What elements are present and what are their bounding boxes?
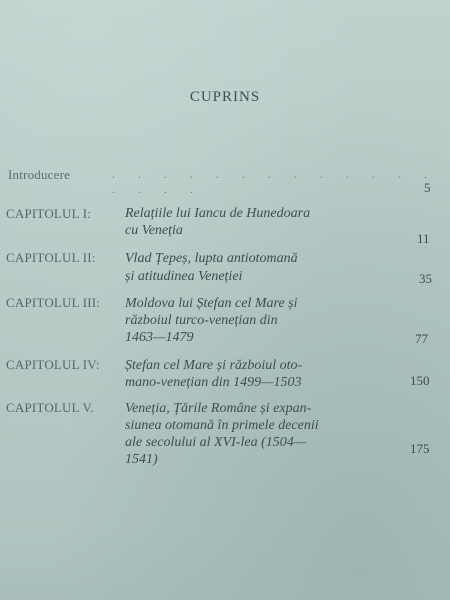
chapter-4-title-line-2: mano-venețian din 1499—1503 [125, 375, 302, 390]
chapter-1-title-line-1: Relațiile lui Iancu de Hunedoara [125, 206, 311, 221]
chapter-4-label: CAPITOLUL IV: [6, 357, 100, 372]
chapter-5-label: CAPITOLUL V. [6, 400, 94, 415]
intro-dot-leader: . . . . . . . . . . . . . . . . . [112, 167, 437, 196]
chapter-5-title-line-1: Veneția, Țările Române și expan- [125, 401, 312, 416]
intro-page-number: 5 [424, 180, 431, 195]
chapter-2-page-number: 35 [419, 271, 432, 286]
chapter-2-title-line-2: și atitudinea Veneției [125, 269, 243, 284]
chapter-3-title-line-3: 1463—1479 [125, 330, 194, 345]
chapter-5-title-line-3: ale secolului al XVI-lea (1504— [125, 435, 307, 450]
paper-shadow [0, 530, 450, 600]
intro-label: Introducere [8, 167, 71, 182]
chapter-3-page-number: 77 [415, 331, 428, 346]
chapter-2-label: CAPITOLUL II: [6, 250, 96, 265]
chapter-3-label: CAPITOLUL III: [6, 295, 101, 310]
chapter-5-title-line-2: siunea otomană în primele decenii [125, 418, 319, 433]
chapter-3-title-line-1: Moldova lui Ștefan cel Mare și [125, 296, 298, 311]
chapter-2-title-line-1: Vlad Țepeș, lupta antiotomană [125, 251, 298, 266]
chapter-1-page-number: 11 [417, 231, 430, 246]
chapter-3-title-line-2: războiul turco-venețian din [125, 313, 278, 328]
chapter-1-label: CAPITOLUL I: [6, 206, 92, 221]
chapter-5-page-number: 175 [410, 441, 430, 456]
chapter-1-title-line-2: cu Veneția [125, 223, 183, 238]
chapter-5-title-line-4: 1541) [125, 452, 158, 467]
chapter-4-page-number: 150 [410, 373, 430, 388]
toc-title: CUPRINS [189, 89, 261, 105]
chapter-4-title-line-1: Ștefan cel Mare și războiul oto- [125, 358, 303, 373]
